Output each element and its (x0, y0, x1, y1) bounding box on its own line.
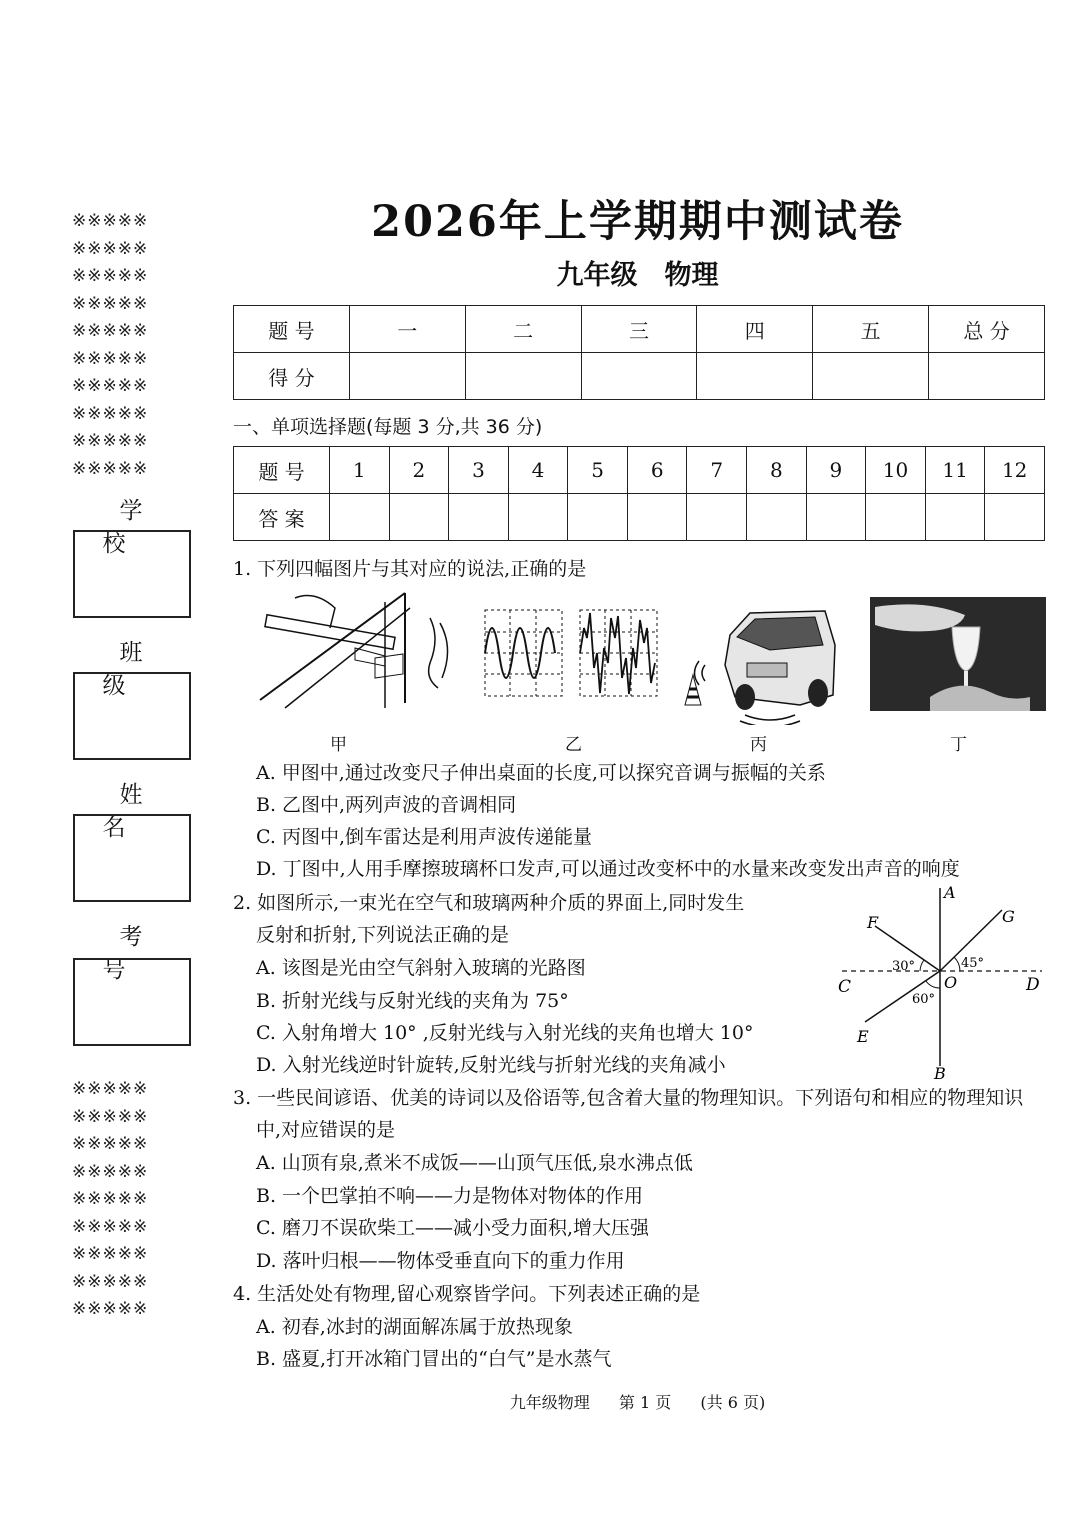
stars-row: ※※※※※ (72, 293, 149, 314)
answer-cell[interactable] (330, 494, 390, 541)
q4-stem: 4. 生活处处有物理,留心观察皆学问。下列表述正确的是 (233, 1283, 701, 1305)
figure-caption-bing: 丙 (750, 735, 767, 755)
question-number-cell: 5 (568, 447, 628, 494)
question-number-cell: 12 (985, 447, 1045, 494)
exam-title: 2026年上学期期中测试卷 (371, 197, 904, 247)
stars-row: ※※※※※ (72, 458, 149, 479)
stars-row: ※※※※※ (72, 1189, 149, 1209)
figure-jia-ruler (255, 588, 470, 713)
answer-cell[interactable] (389, 494, 449, 541)
question-number-cell: 4 (508, 447, 568, 494)
school-input-box[interactable] (73, 530, 191, 618)
stars-row: ※※※※※ (72, 1161, 149, 1182)
name-label: 姓名 (102, 782, 177, 841)
answer-cell[interactable] (925, 494, 985, 541)
question-number-cell: 1 (330, 447, 390, 494)
school-label: 学校 (102, 498, 177, 557)
angle-label-60: 60° (912, 992, 936, 1007)
stars-row: ※※※※※ (72, 321, 149, 341)
answer-cell[interactable] (806, 494, 866, 541)
question-number-cell: 11 (925, 447, 985, 494)
q3-option-c: C. 磨刀不误砍柴工——减小受力面积,增大压强 (256, 1217, 649, 1239)
answer-cell[interactable] (985, 494, 1045, 541)
angle-arc-45 (954, 957, 960, 971)
answer-row-label: 答 案 (234, 494, 330, 541)
q3-stem-line2: 中,对应错误的是 (256, 1119, 396, 1141)
figure-caption-ding: 丁 (950, 735, 967, 755)
question-number-cell: 8 (747, 447, 807, 494)
stars-row: ※※※※※ (72, 1134, 149, 1154)
q1-option-c: C. 丙图中,倒车雷达是利用声波传递能量 (256, 826, 592, 848)
score-cell[interactable] (813, 353, 929, 400)
question-number-cell: 6 (627, 447, 687, 494)
class-input-box[interactable] (73, 672, 191, 760)
stars-row: ※※※※※ (72, 1216, 149, 1237)
stars-row: ※※※※※ (72, 1079, 149, 1099)
answer-table-answer-row (234, 494, 1045, 541)
stars-row: ※※※※※ (72, 266, 149, 286)
light-path-diagram (830, 880, 1045, 1080)
answer-cell[interactable] (568, 494, 628, 541)
page-footer (230, 1390, 1045, 1413)
answer-table-header-row (234, 447, 1045, 494)
footer-subject: 九年级物理 (509, 1393, 590, 1412)
q4-option-a: A. 初春,冰封的湖面解冻属于放热现象 (256, 1316, 573, 1338)
q3-option-a: A. 山顶有泉,煮米不成饭——山顶气压低,泉水沸点低 (256, 1152, 693, 1174)
exam-number-input-box[interactable] (73, 958, 191, 1046)
label-e: E (857, 1027, 869, 1046)
stars-row: ※※※※※ (72, 376, 149, 396)
exam-subtitle: 九年级 物理 (556, 260, 719, 291)
score-row-label: 得 分 (234, 353, 350, 400)
class-label: 班级 (102, 640, 177, 699)
q3-option-b: B. 一个巴掌拍不响——力是物体对物体的作用 (256, 1185, 644, 1207)
label-f: F (867, 913, 879, 932)
name-input-box[interactable] (73, 814, 191, 902)
question-number-cell: 2 (389, 447, 449, 494)
answer-cell[interactable] (627, 494, 687, 541)
stars-row: ※※※※※ (72, 1106, 149, 1127)
seal-line-stars-bottom (72, 1076, 192, 1324)
score-header-cell: 四 (697, 306, 813, 353)
stars-row: ※※※※※ (72, 1244, 149, 1264)
footer-total-pages: (共 6 页) (700, 1393, 766, 1412)
score-cell[interactable] (697, 353, 813, 400)
q2-stem-line1: 2. 如图所示,一束光在空气和玻璃两种介质的界面上,同时发生 (233, 892, 745, 914)
q2-option-a: A. 该图是光由空气斜射入玻璃的光路图 (256, 957, 586, 979)
q1-option-b: B. 乙图中,两列声波的音调相同 (256, 794, 517, 816)
stars-row: ※※※※※ (72, 1299, 149, 1319)
q2-option-c: C. 入射角增大 10° ,反射光线与入射光线的夹角也增大 10° (256, 1022, 754, 1044)
q2-option-b: B. 折射光线与反射光线的夹角为 75° (256, 990, 569, 1012)
car-drawing (685, 611, 835, 725)
answer-cell[interactable] (687, 494, 747, 541)
stars-row: ※※※※※ (72, 238, 149, 259)
label-d: D (1026, 975, 1040, 995)
answer-table (233, 446, 1045, 541)
waveform-1 (485, 610, 562, 696)
score-table (233, 305, 1045, 400)
figure-jia-lines (260, 593, 448, 708)
question-number-cell: 3 (449, 447, 509, 494)
exam-number-label: 考号 (102, 924, 177, 983)
score-header-cell: 二 (465, 306, 581, 353)
answer-cell[interactable] (747, 494, 807, 541)
stars-row: ※※※※※ (72, 403, 149, 424)
q2-stem-line2: 反射和折射,下列说法正确的是 (256, 924, 510, 946)
score-header-cell: 题 号 (234, 306, 350, 353)
answer-cell[interactable] (449, 494, 509, 541)
answer-cell[interactable] (866, 494, 926, 541)
score-header-cell: 三 (581, 306, 697, 353)
stars-row: ※※※※※ (72, 1271, 149, 1292)
question-number-cell: 7 (687, 447, 747, 494)
figure-caption-yi: 乙 (565, 735, 582, 755)
footer-page-number: 第 1 页 (618, 1393, 672, 1412)
figure-yi-waveforms (484, 608, 659, 700)
score-cell[interactable] (581, 353, 697, 400)
answer-cell[interactable] (508, 494, 568, 541)
score-header-cell: 五 (813, 306, 929, 353)
stars-row: ※※※※※ (72, 348, 149, 369)
q4-option-b: B. 盛夏,打开冰箱门冒出的“白气”是水蒸气 (256, 1348, 612, 1370)
angle-arc-30 (920, 960, 924, 971)
angle-label-30: 30° (892, 959, 916, 974)
angle-label-45: 45° (961, 956, 985, 971)
score-cell[interactable] (929, 353, 1045, 400)
score-table-header-row (234, 306, 1045, 353)
q1-option-a: A. 甲图中,通过改变尺子伸出桌面的长度,可以探究音调与振幅的关系 (256, 762, 826, 784)
score-header-cell: 一 (349, 306, 465, 353)
label-o: O (944, 973, 958, 992)
answer-header-label: 题 号 (234, 447, 330, 494)
score-table-score-row (234, 353, 1045, 400)
question-number-cell: 10 (866, 447, 926, 494)
score-cell[interactable] (465, 353, 581, 400)
q2-option-d: D. 入射光线逆时针旋转,反射光线与折射光线的夹角减小 (256, 1054, 726, 1076)
section-heading-single-choice: 一、单项选择题(每题 3 分,共 36 分) (233, 416, 543, 438)
question-number-cell: 9 (806, 447, 866, 494)
stars-row: ※※※※※ (72, 431, 149, 451)
angle-arc-60 (926, 981, 940, 988)
q3-stem-line1: 3. 一些民间谚语、优美的诗词以及俗语等,包含着大量的物理知识。下列语句和相应的物理知识 (233, 1087, 1024, 1109)
waveform-2 (580, 610, 657, 696)
score-header-cell: 总 分 (929, 306, 1045, 353)
q1-option-d: D. 丁图中,人用手摩擦玻璃杯口发声,可以通过改变杯中的水量来改变发出声音的响度 (256, 858, 960, 880)
label-g: G (1002, 907, 1015, 926)
stars-row: ※※※※※ (72, 211, 149, 231)
label-c: C (838, 977, 852, 997)
figure-ding-glass-rubbing (870, 597, 1046, 711)
score-cell[interactable] (349, 353, 465, 400)
figure-bing-reverse-radar (675, 605, 840, 725)
figure-caption-jia: 甲 (330, 735, 347, 755)
q3-option-d: D. 落叶归根——物体受垂直向下的重力作用 (256, 1250, 625, 1272)
q1-stem: 1. 下列四幅图片与其对应的说法,正确的是 (233, 558, 587, 580)
label-a: A (944, 883, 956, 902)
label-b: B (934, 1064, 946, 1080)
seal-line-stars-top (72, 208, 192, 483)
